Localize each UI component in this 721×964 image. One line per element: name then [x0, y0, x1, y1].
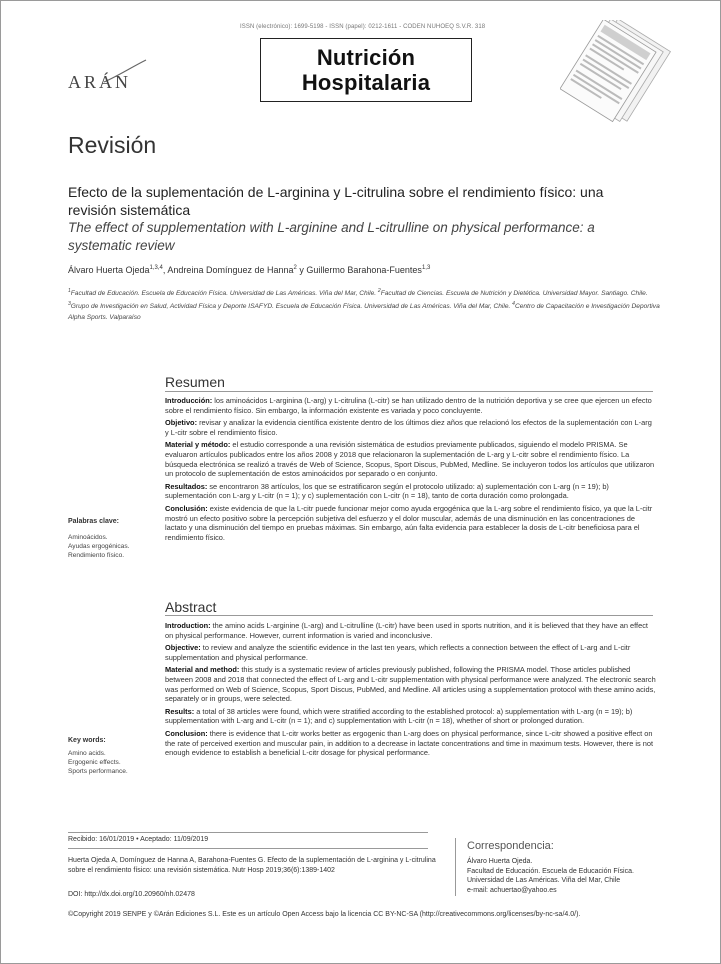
paragraph-label: Introducción:: [165, 396, 213, 405]
keywords-en-title: Key words:: [68, 737, 106, 744]
author-name: Álvaro Huerta Ojeda: [68, 265, 150, 275]
article-title-es: Efecto de la suplementación de L-arginina y L-citrulina sobre el rendimiento físico: una revisión sistemática: [68, 184, 604, 218]
publisher-logo: ARÁN: [68, 72, 132, 92]
journal-title-line2: Hospitalaria: [301, 70, 431, 95]
journal-title-line1: Nutrición: [316, 45, 416, 70]
author-name: Guillermo Barahona-Fuentes: [306, 265, 422, 275]
affiliation-number: 2: [377, 288, 381, 294]
abstract-divider: [165, 615, 653, 616]
resumen-paragraph: [165, 482, 657, 501]
footer-divider-top: [68, 832, 428, 833]
resumen-paragraph: [165, 418, 657, 437]
keyword: Aminoácidos.: [68, 534, 108, 541]
affiliation-text: Centro de Capacitación e Investigación Deportiva Alpha Sports. Valparaíso: [68, 303, 660, 322]
abstract-paragraph: [165, 643, 657, 662]
doi-link[interactable]: DOI: http://dx.doi.org/10.20960/nh.02478: [68, 891, 195, 898]
footer-divider: [68, 848, 428, 849]
affiliation-number: 3: [68, 301, 71, 308]
received-accepted-dates: Recibido: 16/01/2019 • Aceptado: 11/09/2019: [68, 836, 209, 843]
paragraph-label: Conclusion:: [165, 728, 208, 738]
keyword: Ayudas ergogénicas.: [68, 543, 130, 550]
affiliation-text: Grupo de Investigación en Salud, Actividad Física y Deporte ISAFYD. Escuela de Educación Física. Universidad de Las Américas. Viña del Mar, Chile.: [70, 303, 513, 311]
journal-title-box: [260, 38, 472, 102]
author-affiliation-ref: 1,3,4: [149, 265, 163, 271]
citation: Huerta Ojeda A, Domínguez de Hanna A, Barahona-Fuentes G. Efecto de la suplementación de L-arginina y L-citrulina sobre el rendimiento físico: una revisión sistemática. Nutr Hosp 2019;36(6):1389-1402: [68, 857, 436, 874]
paragraph-text: this study is a systematic review of articles previously published, following the PRISMA model. Those articles published between 2008 and 2018 that connected the effect of L-arg and L-citr supplementation with physical performance were analyzed. The electronic search was performed on Web of Science, Scopus, Sport Discus, PubMed, and Medline. All articles using a supplementation protocol with these amino acids, separately or in groups, were selected.: [165, 665, 656, 704]
paragraph-label: Material y método:: [165, 440, 231, 450]
author-affiliation-ref: 2: [293, 265, 297, 271]
resumen-paragraph: [165, 504, 657, 542]
paragraph-text: a total of 38 articles were found, which were stratified according to the established protocol: a) supplementation with L-arg (n = 19); b) supplementation with L-arg and L-citr (n = 1); and c) supplementation with L-citr (n = 18), whether of short or prolonged duration.: [165, 706, 633, 726]
resumen-divider: [165, 391, 653, 392]
paragraph-label: Material and method:: [165, 665, 240, 675]
paragraph-label: Conclusión:: [165, 503, 208, 513]
keywords-es-list: [68, 533, 129, 560]
correspondence-line: Facultad de Educación. Escuela de Educación Física.: [467, 867, 634, 875]
affiliation-number: 1: [68, 288, 71, 294]
author-name: Andreina Domínguez de Hanna: [167, 265, 294, 275]
keyword: Rendimiento físico.: [68, 552, 125, 559]
paragraph-text: existe evidencia de que la L-citr puede funcionar mejor como ayuda ergogénica que la L-arg sobre el rendimiento físico, ya que la L-citr mostró un efecto positivo sobre la percepción subjetiva del esfuerzo y el dolor muscular, además de una disminución en las concentraciones de lactato y una disminución del tiempo en pruebas máximas. Sin embargo, aún falta evidencia para establecer la dosis de L-citr beneficiosa para el rendimiento físico.: [165, 503, 653, 542]
paragraph-label: Resultados:: [165, 481, 208, 491]
section-label: Revisión: [68, 132, 157, 158]
resumen-paragraph: [165, 440, 657, 478]
footer-vertical-divider: [455, 838, 456, 896]
paragraph-label: Objective:: [165, 643, 201, 653]
author-affiliation-ref: 1,3: [421, 265, 431, 271]
keyword: Sports performance.: [68, 768, 128, 775]
issn-line: ISSN (electrónico): 1699-5198 - ISSN (papel): 0212-1611 - CODEN NUHOEQ S.V.R. 318: [240, 24, 486, 30]
correspondence-line: Álvaro Huerta Ojeda.: [467, 858, 533, 865]
paragraph-text: the amino acids L-arginine (L-arg) and L-citrulline (L-citr) have been used in sports nutrition, and it is believed that they have an effect on physical performance. However, current information is varied and inconclusive.: [165, 621, 648, 640]
correspondence-email[interactable]: e-mail: achuertao@yahoo.es: [467, 886, 557, 894]
author-list: [68, 265, 430, 275]
correspondence-line: Universidad de Las Américas. Viña del Mar, Chile: [467, 877, 621, 884]
abstract-body: [165, 621, 657, 761]
correspondence-details: [467, 857, 634, 895]
copyright-notice: ©Copyright 2019 SENPE y ©Arán Ediciones S.L. Este es un artículo Open Access bajo la licencia CC BY-NC-SA (http://creativecommons.org/licenses/by-nc-sa/4.0/).: [68, 911, 581, 918]
paragraph-text: revisar y analizar la evidencia científica existente dentro de los últimos diez años que relacionó los efectos de la suplementación con L-arg y L-citr sobre el rendimiento físico.: [165, 418, 652, 437]
paragraph-text: se encontraron 38 artículos, los que se estratificaron según el protocolo utilizado: a) suplementación con L-arg (n = 19); b) suplementación con L-arg y L-citr (n = 1); y c) suplementación con L-citr (n = 18), tanto de corta duración como prolongada.: [165, 481, 609, 501]
paragraph-text: los aminoácidos L-arginina (L-arg) y L-citrulina (L-citr) se han utilizado dentro de la nutrición deportiva y se cree que ejercen un efecto sobre el rendimiento físico. Sin embargo, la información existente es variada y poco concluyente.: [165, 396, 652, 415]
paragraph-text: to review and analyze the scientific evidence in the last ten years, which reflects a connection between the effect of L-arg and L-citr supplementation and physical performance.: [165, 643, 631, 662]
resumen-body: [165, 396, 657, 545]
paragraph-label: Objetivo:: [165, 418, 198, 428]
keyword: Ergogenic effects.: [68, 759, 121, 766]
correspondence-heading: Correspondencia:: [467, 840, 554, 852]
affiliation-number: 4: [512, 301, 515, 308]
paragraph-label: Results:: [165, 706, 195, 716]
paragraph-text: el estudio corresponde a una revisión sistemática de estudios previamente publicados, siguiendo el modelo PRISMA. Se evaluaron artículos publicados entre los años 2008 y 2018 que relacionaron la suplementación de L-arg y L-citr sobre el rendimiento físico. La búsqueda electrónica se realizó a través de Web of Science, Scopus, Sport Discus, PubMed, Medline. Se incluyeron todos los artículos que utilizaron un protocolo de suplementación de estos aminoácidos por separado o en conjunto.: [165, 440, 655, 479]
abstract-paragraph: [165, 621, 657, 640]
author-separator: ,: [162, 265, 168, 275]
affiliation-text: Facultad de Ciencias. Escuela de Nutrición y Dietética. Universidad Mayor. Santiago. Chile.: [380, 290, 648, 298]
affiliation-text: Facultad de Educación. Escuela de Educación Física. Universidad de Las Américas. Viña del Mar, Chile.: [70, 290, 378, 298]
author-separator: y: [296, 265, 307, 275]
abstract-heading: Abstract: [165, 599, 217, 615]
keywords-en-list: [68, 749, 128, 776]
paragraph-text: there is evidence that L-citr works better as ergogenic than L-arg does on physical performance, since L-citr showed a positive effect on the rate of perceived exertion and muscular pain, in addition to a decrease in lactate concentrations and time in maximum tests. However, there is not enough evidence to establish a beneficial L-citr dosage for physical performance.: [165, 728, 654, 758]
resumen-paragraph: [165, 396, 657, 415]
abstract-paragraph: [165, 707, 657, 726]
resumen-heading: Resumen: [165, 374, 225, 390]
affiliations: [68, 286, 660, 323]
keywords-es-title: Palabras clave:: [68, 518, 119, 525]
article-title-en: The effect of supplementation with L-arginine and L-citrulline on physical performance: a systematic review: [68, 220, 595, 253]
journal-covers-image: [560, 20, 680, 125]
keyword: Amino acids.: [68, 750, 106, 757]
abstract-paragraph: [165, 665, 657, 703]
paragraph-label: Introduction:: [165, 621, 211, 630]
abstract-paragraph: [165, 729, 657, 758]
